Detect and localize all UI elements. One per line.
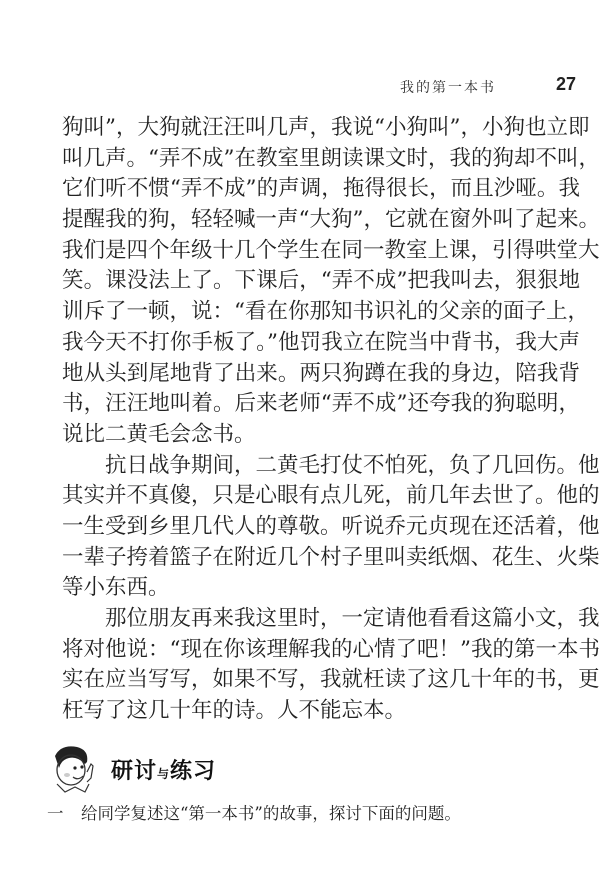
running-header [400, 74, 580, 96]
text-line: 一辈子挎着篮子在附近几个村子里叫卖纸烟、花生、火柴 [62, 544, 600, 570]
text-line: 训斥了一顿，说：“看在你那知书识礼的父亲的面子上， [62, 299, 589, 325]
text-line: 狗叫”，大狗就汪汪叫几声，我说“小狗叫”，小狗也立即 [62, 115, 590, 140]
page-number: 27 [555, 74, 576, 94]
text-line: 将对他说：“现在你该理解我的心情了吧！”我的第一本书 [62, 636, 600, 662]
text-line: 叫几声。“弄不成”在教室里朗读课文时，我的狗却不叫， [62, 145, 600, 171]
text-line: 抗日战争期间，二黄毛打仗不怕死，负了几回伤。他 [105, 452, 600, 478]
text-line: 一生受到乡里几代人的尊敬。听说乔元贞现在还活着，他 [62, 513, 600, 539]
text-line: 提醒我的狗，轻轻喊一声“大狗”，它就在窗外叫了起来。 [62, 207, 600, 233]
text-line: 枉写了这几十年的诗。人不能忘本。 [62, 698, 407, 724]
student-mascot-icon [47, 742, 97, 796]
text-line: 其实并不真傻，只是心眼有点儿死，前几年去世了。他的 [62, 483, 600, 509]
text-line: 说比二黄毛会念书。 [62, 421, 256, 447]
text-line: 我们是四个年级十几个学生在同一教室上课，引得哄堂大 [62, 237, 600, 263]
text-line: 地从头到尾地背了出来。两只狗蹲在我的身边，陪我背 [62, 360, 580, 386]
exercise-question [47, 800, 461, 824]
heading-connector: 与 [157, 767, 171, 781]
text-line: 我今天不打你手板了。”他罚我立在院当中背书，我大声 [62, 329, 580, 355]
text-line: 实在应当写写，如果不写，我就枉读了这几十年的书，更 [62, 667, 600, 693]
heading-part-1: 研讨 [111, 759, 158, 784]
question-number: 一 [47, 804, 64, 823]
chapter-title: 我的第一本书 [400, 80, 496, 96]
text-line: 等小东西。 [62, 575, 170, 601]
heading-part-2: 练习 [170, 759, 217, 784]
body-text [62, 113, 600, 727]
text-line: 笑。课没法上了。下课后，“弄不成”把我叫去，狠狠地 [62, 268, 580, 294]
text-line: 那位朋友再来我这里时，一定请他看看这篇小文，我 [105, 606, 600, 631]
question-text: 给同学复述这“第一本书”的故事，探讨下面的问题。 [81, 804, 461, 823]
text-line: 书，汪汪地叫着。后来老师“弄不成”还夸我的狗聪明， [62, 391, 580, 417]
text-line: 它们听不惯“弄不成”的声调，拖得很长，而且沙哑。我 [62, 176, 580, 202]
exercise-heading [111, 754, 216, 785]
